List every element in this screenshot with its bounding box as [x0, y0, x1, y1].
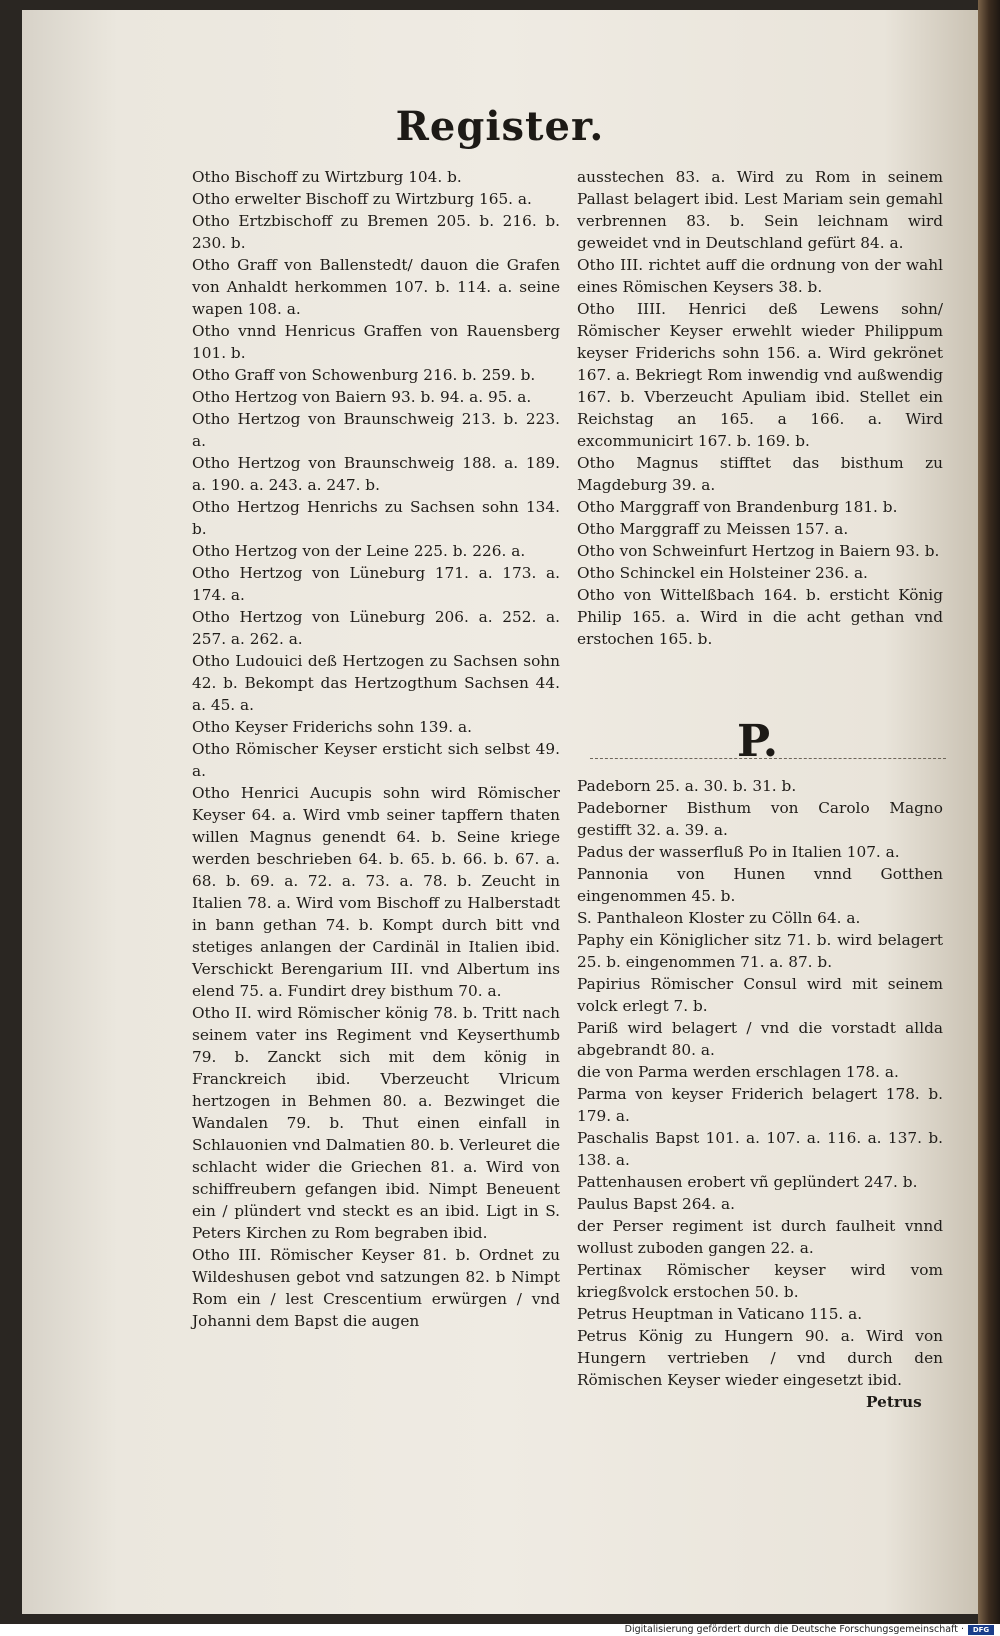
register-entry: Otho von Schweinfurt Hertzog in Baiern 93. b. — [577, 542, 940, 560]
register-entry: Otho Hertzog von Baiern 93. b. 94. a. 95. a. — [192, 388, 532, 406]
register-entry: Otho III. Römischer Keyser 81. b. Ordnet zu Wildeshusen gebot vnd satzungen 82. b Nimpt Rom ein / lest Crescentium erwürgen / vnd Johanni dem Bapst die augen — [192, 1246, 560, 1330]
register-entry: Otho Hertzog von Braunschweig 188. a. 189. a. 190. a. 243. a. 247. b. — [192, 454, 560, 494]
register-entry: Otho Hertzog von Braunschweig 213. b. 223. a. — [192, 410, 560, 450]
register-entry: ausstechen 83. a. Wird zu Rom in seinem Pallast belagert ibid. Lest Mariam sein gemahl verbrennen 83. b. Sein leichnam wird geweidet vnd in Deutschland gefürt 84. a. — [577, 168, 943, 252]
register-entry: Otho II. wird Römischer könig 78. b. Tritt nach seinem vater ins Regiment vnd Keyserthumb 79. b. Zanckt sich mit dem könig in Franckreich ibid. Vberzeucht Vlricum hertzogen in Behmen 80. a. Bezwinget die Wandalen 79. b. Thut einen einfall in Schlauonien vnd Dalmatien 80. b. Verleuret die schlacht wider die Griechen 81. a. Wird von schiffreubern gefangen ibid. Nimpt Beneuent ein / plündert vnd steckt es an ibid. Ligt in S. Peters Kirchen zu Rom begraben ibid. — [192, 1004, 560, 1242]
register-entry: Otho Keyser Friderichs sohn 139. a. — [192, 718, 472, 736]
digitization-footer — [0, 1624, 1000, 1636]
register-entry: Papirius Römischer Consul wird mit seinem volck erlegt 7. b. — [577, 975, 943, 1015]
register-column-left — [192, 166, 560, 1332]
register-entry: Otho III. richtet auff die ordnung von der wahl eines Römischen Keysers 38. b. — [577, 256, 943, 296]
register-entry: Paschalis Bapst 101. a. 107. a. 116. a. 137. b. 138. a. — [577, 1129, 943, 1169]
register-entry: Paphy ein Königlicher sitz 71. b. wird belagert 25. b. eingenommen 71. a. 87. b. — [577, 931, 943, 971]
register-entry: Pannonia von Hunen vnnd Gotthen eingenommen 45. b. — [577, 865, 943, 905]
register-entry: Otho Ludouici deß Hertzogen zu Sachsen sohn 42. b. Bekompt das Hertzogthum Sachsen 44. a. 45. a. — [192, 652, 560, 714]
register-entry: die von Parma werden erschlagen 178. a. — [577, 1063, 899, 1081]
register-entry: Otho Hertzog von der Leine 225. b. 226. a. — [192, 542, 526, 560]
register-entry: Paulus Bapst 264. a. — [577, 1195, 735, 1213]
register-entry: Otho Ertzbischoff zu Bremen 205. b. 216. b. 230. b. — [192, 212, 560, 252]
register-entry: Padeborner Bisthum von Carolo Magno gestifft 32. a. 39. a. — [577, 799, 943, 839]
register-entry: Padeborn 25. a. 30. b. 31. b. — [577, 777, 797, 795]
register-entry: Otho Marggraff zu Meissen 157. a. — [577, 520, 849, 538]
register-entry: Otho IIII. Henrici deß Lewens sohn/ Römischer Keyser erwehlt wieder Philippum keyser Friderichs sohn 156. a. Wird gekrönet 167. a. Bekriegt Rom inwendig vnd außwendig 167. b. Vberzeucht Apuliam ibid. Stellet ein Reichstag an 165. a 166. a. Wird excommunicirt 167. b. 169. b. — [577, 300, 943, 450]
register-entry: Otho Graff von Schowenburg 216. b. 259. b. — [192, 366, 536, 384]
register-entry: Otho erwelter Bischoff zu Wirtzburg 165. a. — [192, 190, 532, 208]
register-column-right-lower — [577, 775, 943, 1391]
register-entry: S. Panthaleon Kloster zu Cölln 64. a. — [577, 909, 861, 927]
register-entry: Otho Henrici Aucupis sohn wird Römischer Keyser 64. a. Wird vmb seiner tapffern thaten willen Magnus genendt 64. b. Seine kriege werden beschrieben 64. b. 65. b. 66. b. 67. a. 68. b. 69. a. 72. a. 73. a. 78. b. Zeucht in Italien 78. a. Wird vom Bischoff zu Halberstadt in bann gethan 74. b. Kompt durch bitt vnd stetiges anlangen der Cardinäl in Italien ibid. Verschickt Berengarium III. vnd Albertum ins elend 75. a. Fundirt drey bisthum 70. a. — [192, 784, 560, 1000]
register-entry: Petrus König zu Hungern 90. a. Wird von Hungern vertrieben / vnd durch den Römischen Keyser wieder eingesetzt ibid. — [577, 1327, 943, 1389]
register-entry: Otho Hertzog von Lüneburg 171. a. 173. a. 174. a. — [192, 564, 560, 604]
register-entry: Otho Magnus stifftet das bisthum zu Magdeburg 39. a. — [577, 454, 943, 494]
register-entry: Otho Hertzog Henrichs zu Sachsen sohn 134. b. — [192, 498, 560, 538]
register-entry: Otho vnnd Henricus Graffen von Rauensberg 101. b. — [192, 322, 560, 362]
register-entry: Pariß wird belagert / vnd die vorstadt allda abgebrandt 80. a. — [577, 1019, 943, 1059]
register-entry: Otho Römischer Keyser ersticht sich selbst 49. a. — [192, 740, 560, 780]
page-heading: Register. — [395, 103, 605, 150]
footer-credit: Digitalisierung gefördert durch die Deutsche Forschungsgemeinschaft · — [624, 1624, 964, 1635]
catchword: Petrus — [866, 1393, 922, 1411]
register-entry: Otho Graff von Ballenstedt/ dauon die Grafen von Anhaldt herkommen 107. b. 114. a. seine wapen 108. a. — [192, 256, 560, 318]
register-entry: Otho Bischoff zu Wirtzburg 104. b. — [192, 168, 462, 186]
register-entry: Pattenhausen erobert vñ geplündert 247. b. — [577, 1173, 918, 1191]
dfg-logo-icon: DFG — [968, 1625, 994, 1635]
register-entry: Parma von keyser Friderich belagert 178. b. 179. a. — [577, 1085, 943, 1125]
register-column-right-upper — [577, 166, 943, 650]
register-entry: Otho Marggraff von Brandenburg 181. b. — [577, 498, 898, 516]
register-entry: Otho Schinckel ein Holsteiner 236. a. — [577, 564, 868, 582]
decorative-rule — [590, 758, 946, 759]
register-entry: Otho von Wittelßbach 164. b. ersticht König Philip 165. a. Wird in die acht gethan vnd erstochen 165. b. — [577, 586, 943, 648]
book-spine — [978, 0, 1000, 1624]
register-entry: der Perser regiment ist durch faulheit vnnd wollust zuboden gangen 22. a. — [577, 1217, 943, 1257]
register-entry: Petrus Heuptman in Vaticano 115. a. — [577, 1305, 863, 1323]
section-letter: P. — [737, 716, 779, 767]
register-entry: Otho Hertzog von Lüneburg 206. a. 252. a. 257. a. 262. a. — [192, 608, 560, 648]
register-entry: Pertinax Römischer keyser wird vom kriegßvolck erstochen 50. b. — [577, 1261, 943, 1301]
register-entry: Padus der wasserfluß Po in Italien 107. a. — [577, 843, 900, 861]
